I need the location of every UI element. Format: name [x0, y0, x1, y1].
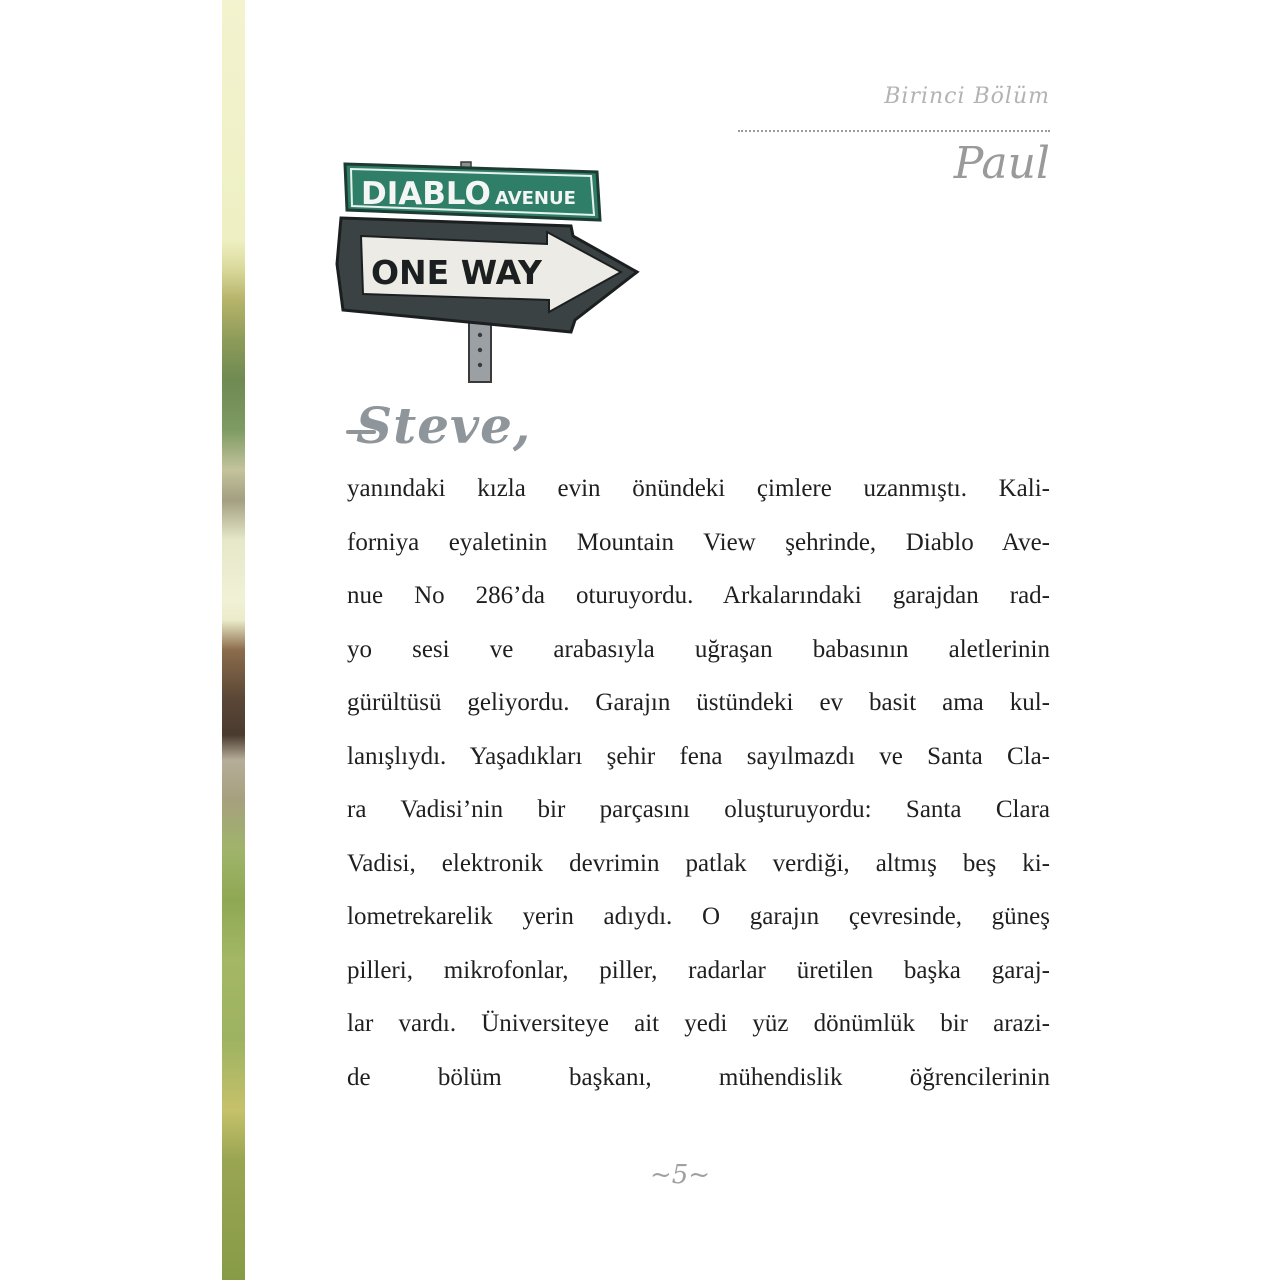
drop-cap-name: Steve,	[356, 396, 532, 455]
body-line: lar vardı. Üniversiteye ait yedi yüz dönümlük bir arazi-	[347, 1010, 1050, 1037]
body-line: lanışlıydı. Yaşadıkları şehir fena sayılmazdı ve Santa Cla-	[347, 742, 1050, 770]
body-paragraph	[347, 462, 1050, 1104]
chapter-label: Birinci Bölüm	[884, 84, 1050, 109]
chapter-title: Paul	[953, 138, 1050, 189]
page-number: ~5~	[649, 1160, 711, 1190]
street-sign-illustration	[335, 160, 645, 385]
body-line: nue No 286’da oturuyordu. Arkalarındaki garajdan rad-	[347, 582, 1050, 609]
body-line: yo sesi ve arabasıyla uğraşan babasının aletlerinin	[347, 635, 1050, 663]
body-line: ra Vadisi’nin bir parçasını oluşturuyordu: Santa Clara	[347, 796, 1050, 823]
body-line: yanındaki kızla evin önündeki çimlere uzanmıştı. Kali-	[347, 475, 1050, 502]
street-sign-icon	[335, 160, 645, 385]
body-line: gürültüsü geliyordu. Garajın üstündeki ev basit ama kul-	[347, 689, 1050, 716]
body-line: pilleri, mikrofonlar, piller, radarlar üretilen başka garaj-	[347, 956, 1050, 984]
chapter-divider	[738, 130, 1050, 132]
sign-street-suffix: AVENUE	[495, 188, 576, 209]
cover-illustration-strip	[222, 0, 245, 1280]
body-line: Vadisi, elektronik devrimin patlak verdiği, altmış beş ki-	[347, 849, 1050, 877]
body-line: de bölüm başkanı, mühendislik öğrencilerinin	[347, 1063, 1050, 1091]
sign-street-word: DIABLO	[361, 176, 491, 212]
body-line: lometrekarelik yerin adıydı. O garajın çevresinde, güneş	[347, 903, 1050, 930]
body-line: forniya eyaletinin Mountain View şehrinde, Diablo Ave-	[347, 528, 1050, 556]
sign-direction: ONE WAY	[371, 253, 542, 292]
